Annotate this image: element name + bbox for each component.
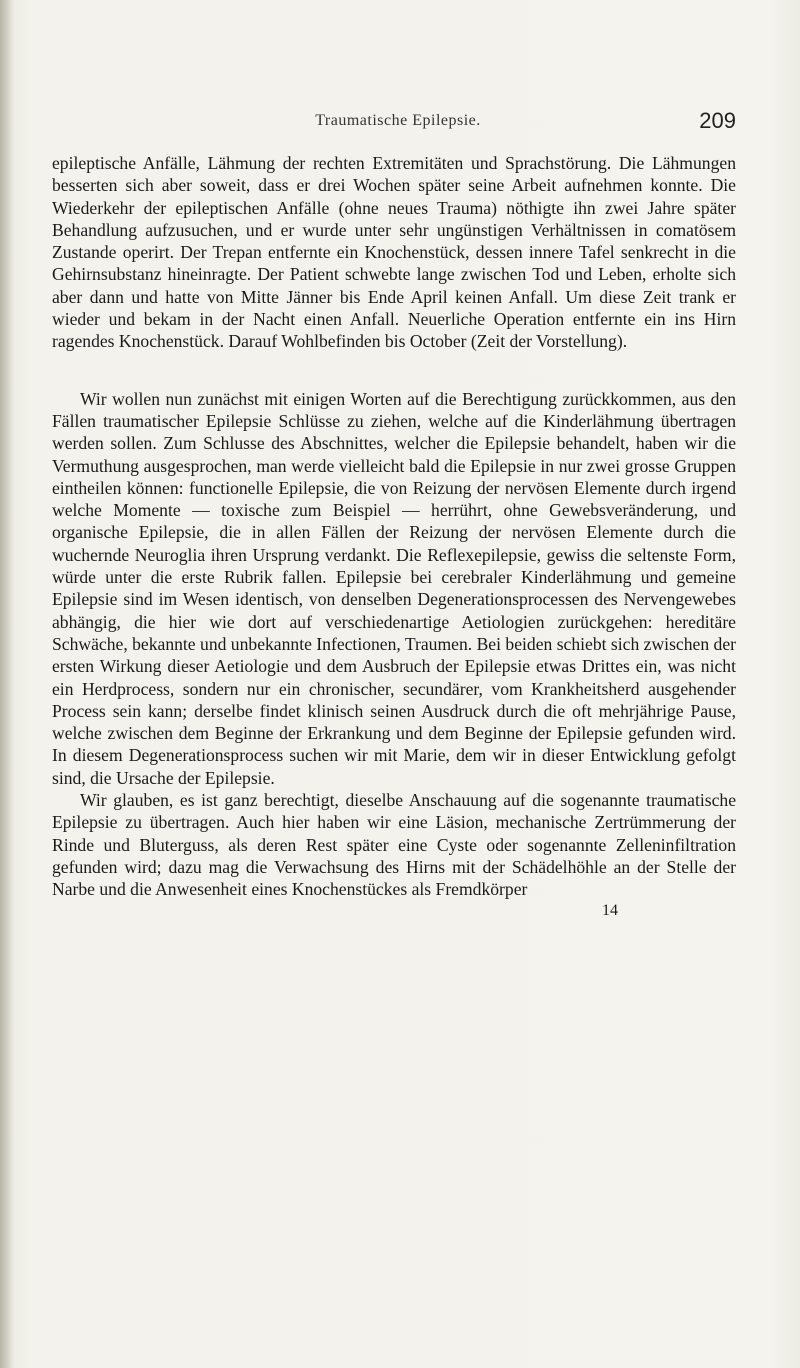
running-title: Traumatische Epilepsie. [315,112,481,129]
page-header [60,108,736,138]
paragraph-3: Wir glauben, es ist ganz berechtigt, dieselbe Anschauung auf die sogenannte traumatische Epilepsie zu übertragen. Auch hier haben wir eine Läsion, mechanische Zertrümmerung der Rinde und Bluterguss, als deren Rest später eine Cyste oder sogenannte Zelleninfiltration gefunden wird; dazu mag die Verwachsung des Hirns mit der Schädelhöhle an der Stelle der Narbe und die Anwesenheit eines Knochenstückes als Fremdkörper [52,790,736,900]
spine-shadow [0,0,14,1368]
paragraph-1: epileptische Anfälle, Lähmung der rechten Extremitäten und Sprachstörung. Die Lähmungen besserten sich aber soweit, dass er drei Wochen später seine Arbeit aufnehmen konnte. Die Wiederkehr der epileptischen Anfälle (ohne neues Trauma) nöthigte ihn zwei Jahre später Behandlung aufzusuchen, und er wurde unter sehr ungünstigen Verhältnissen in comatösem Zustande operirt. Der Trepan entfernte ein Knochenstück, dessen innere Tafel senkrecht in die Gehirnsubstanz hineinragte. Der Patient schwebte lange zwischen Tod und Leben, erholte sich aber dann und hatte von Mitte Jänner bis Ende April keinen Anfall. Um diese Zeit trank er wieder und bekam in der Nacht einen Anfall. Neuerliche Operation entfernte ein ins Hirn ragendes Knochenstück. Darauf Wohlbefinden bis October (Zeit der Vorstellung). [52,153,736,352]
paragraph-gap [52,353,736,388]
page-number: 209 [699,108,736,133]
signature-mark: 14 [602,901,618,919]
body-text [52,152,736,921]
paragraph-2: Wir wollen nun zunächst mit einigen Worten auf die Berechtigung zurückkommen, aus den Fällen traumatischer Epilepsie Schlüsse zu ziehen, welche auf die Kinderlähmung übertragen werden sollen. Zum Schlusse des Abschnittes, welcher die Epilepsie behandelt, haben wir die Vermuthung ausgesprochen, man werde vielleicht bald die Epilepsie in nur zwei grosse Gruppen eintheilen können: functionelle Epilepsie, die von Reizung der nervösen Elemente durch irgend welche Momente — toxische zum Beispiel — herrührt, ohne Gewebsveränderung, und organische Epilepsie, die in allen Fällen der Reizung der nervösen Elemente durch die wuchernde Neuroglia ihren Ursprung verdankt. Die Reflexepilepsie, gewiss die seltenste Form, würde unter die erste Rubrik fallen. Epilepsie bei cerebraler Kinderlähmung und gemeine Epilepsie sind im Wesen identisch, von denselben Degenerationsprocessen des Nervengewebes abhängig, die hier wie dort auf verschiedenartige Aetiologien zurückgehen: hereditäre Schwäche, bekannte und unbekannte Infectionen, Traumen. Bei beiden schiebt sich zwischen der ersten Wirkung dieser Aetiologie und dem Ausbruch der Epilepsie etwas Drittes ein, was nicht ein Herdprocess, sondern nur ein chronischer, secundärer, vom Krankheitsherd ausgehender Process sein kann; derselbe findet klinisch seinen Ausdruck durch die oft mehrjährige Pause, welche zwischen dem Beginne der Erkrankung und dem Beginne der Epilepsie gefunden wird. In diesem Degenerationsprocess suchen wir mit Marie, dem wir in dieser Entwicklung gefolgt sind, die Ursache der Epilepsie. [52,388,736,788]
